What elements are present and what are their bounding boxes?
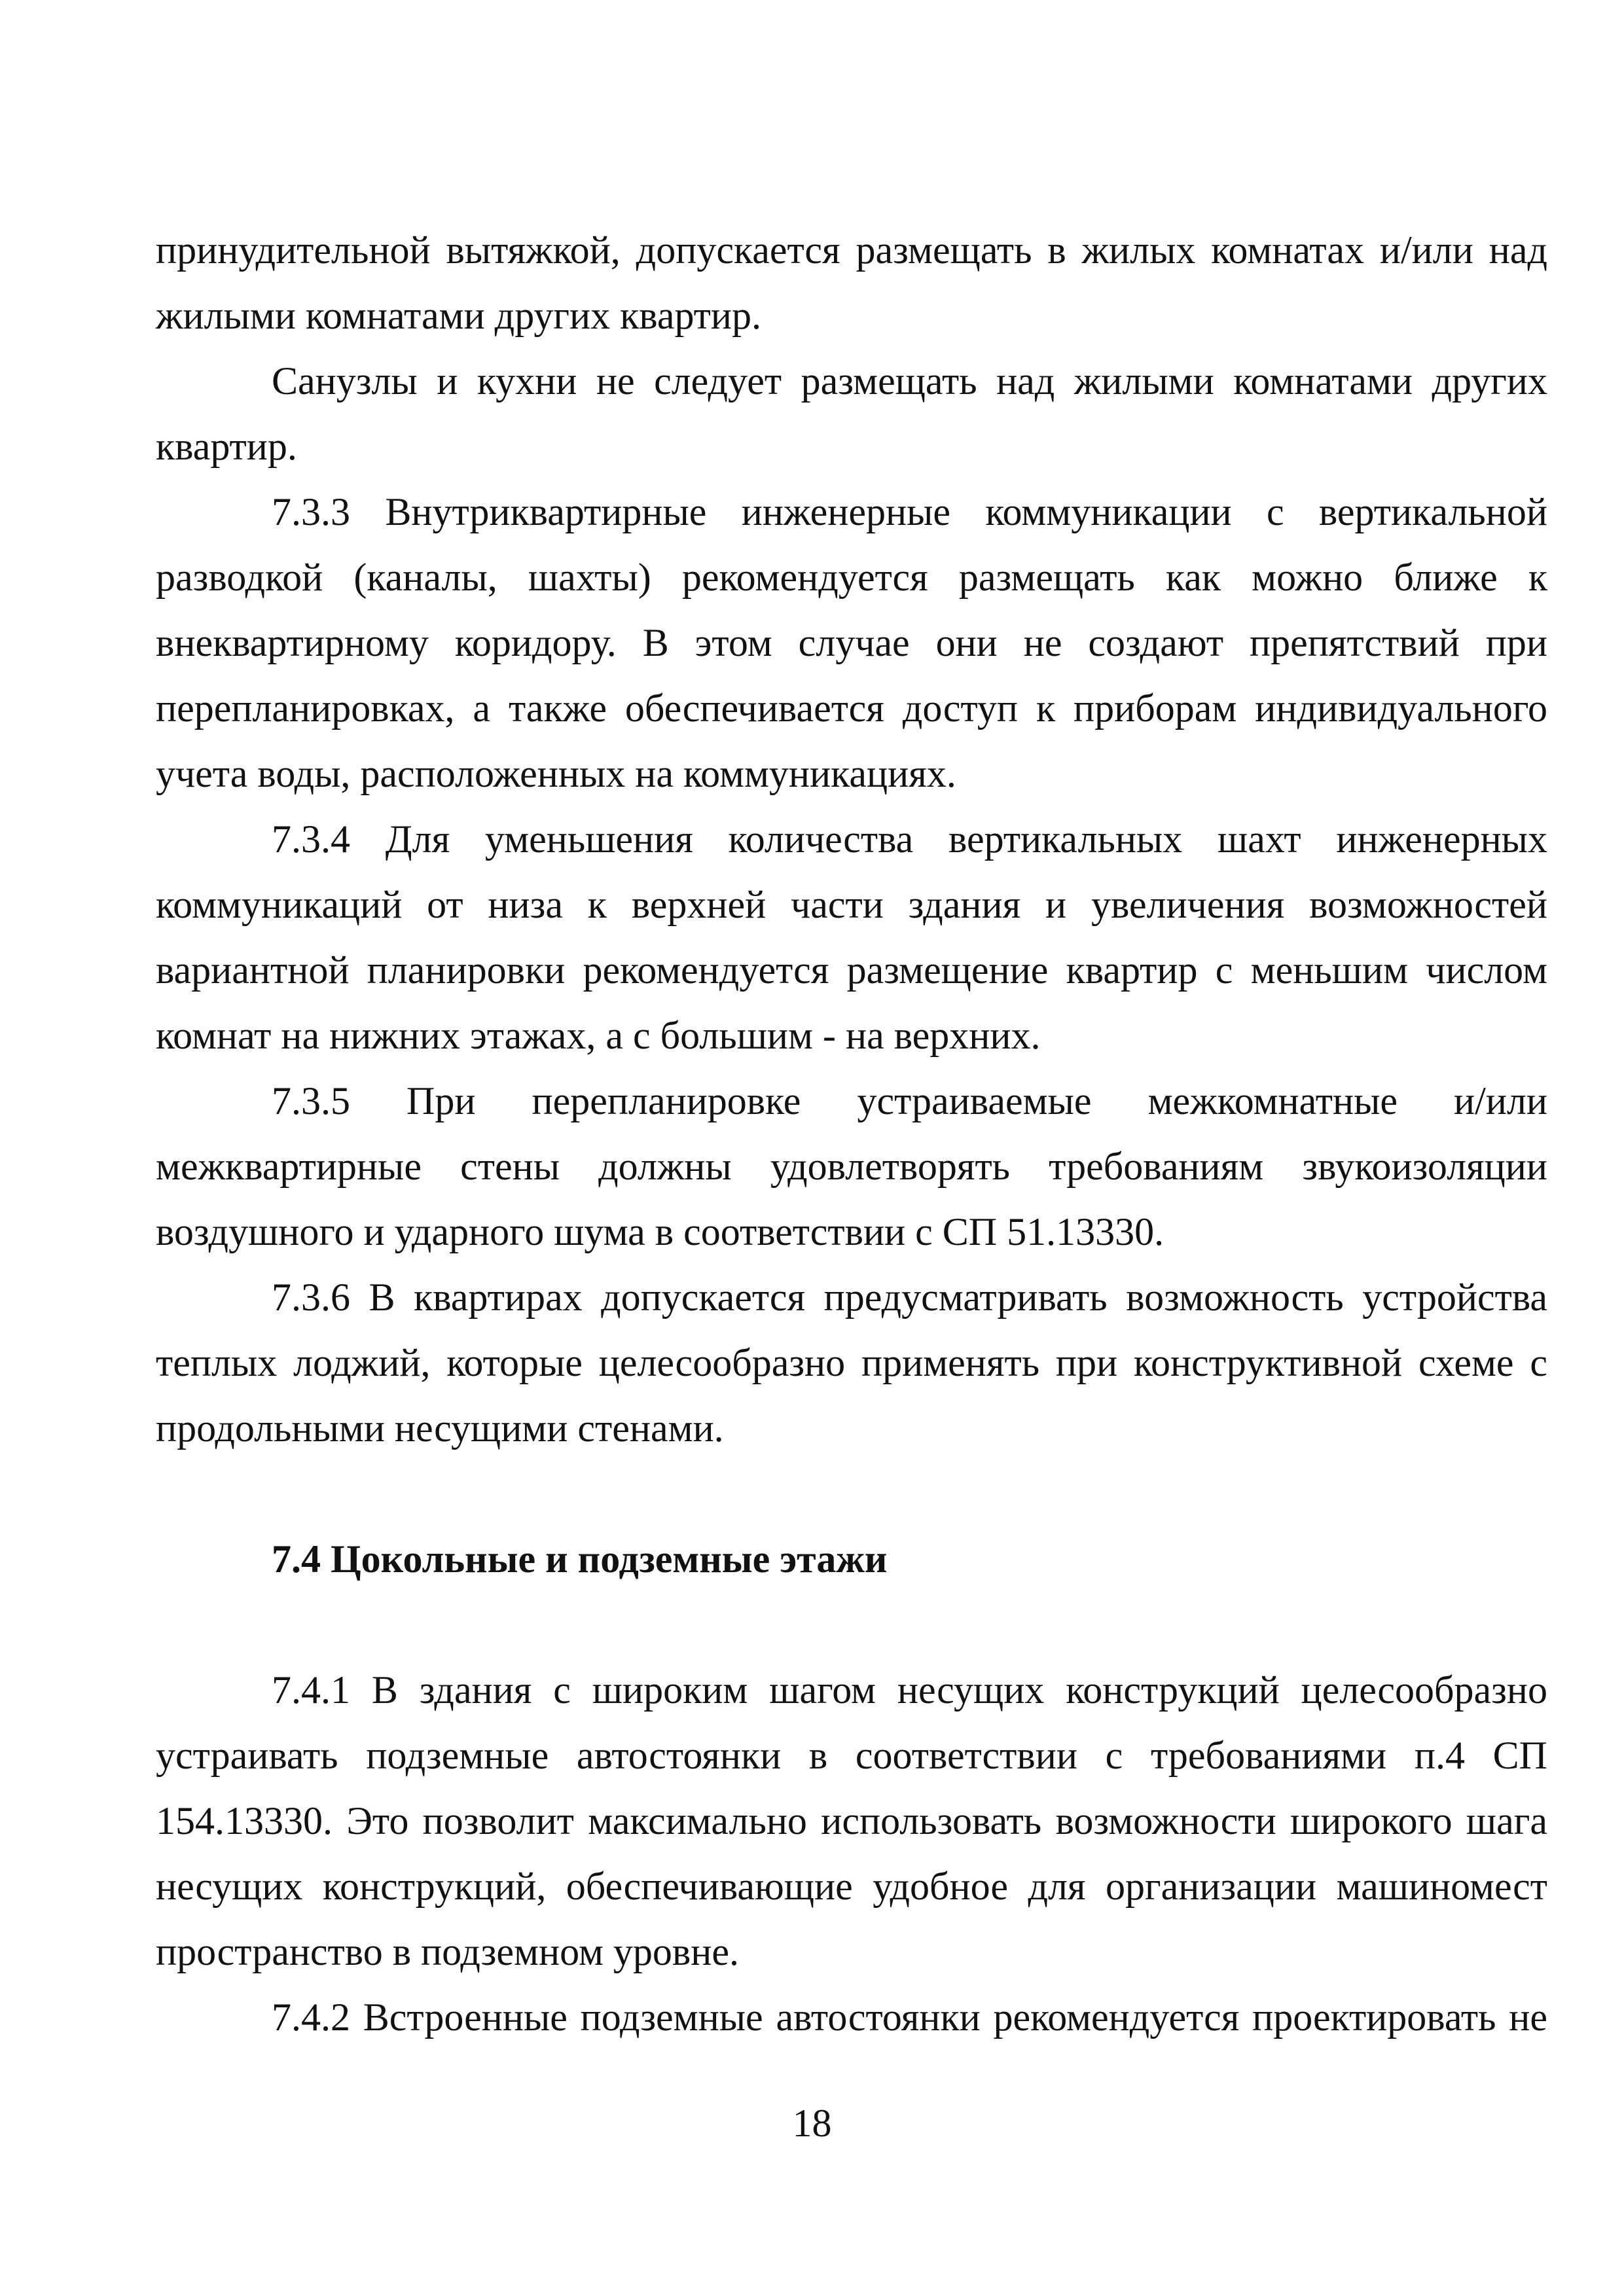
page-content (156, 217, 1547, 2050)
paragraph-7-4-1: 7.4.1 В здания с широким шагом несущих конструкций целесообразно устраивать подземные автостоянки в соответствии с требованиями п.4 СП 154.13330. Это позволит максимально использовать возможности широкого шага несущих конструкций, обеспечивающие удобное для организации машиномест пространство в подземном уровне. (156, 1668, 1547, 1973)
paragraph-continuation: принудительной вытяжкой, допускается размещать в жилых комнатах и/или над жилыми комнатами других квартир. (156, 228, 1547, 337)
paragraph-7-3-4: 7.3.4 Для уменьшения количества вертикальных шахт инженерных коммуникаций от низа к верхней части здания и увеличения возможностей вариантной планировки рекомендуется размещение квартир с меньшим числом комнат на нижних этажах, а с большим - на верхних. (156, 817, 1547, 1057)
paragraph-sanitary: Санузлы и кухни не следует размещать над жилыми комнатами других квартир. (156, 359, 1547, 468)
paragraph-7-3-5: 7.3.5 При перепланировке устраиваемые межкомнатные и/или межквартирные стены должны удовлетворять требованиям звукоизоляции воздушного и ударного шума в соответствии с СП 51.13330. (156, 1079, 1547, 1253)
paragraph-7-4-2: 7.4.2 Встроенные подземные автостоянки рекомендуется проектировать не (272, 1996, 1547, 2039)
page-number: 18 (792, 2102, 832, 2145)
section-heading-7-4: 7.4 Цокольные и подземные этажи (272, 1537, 888, 1581)
paragraph-7-3-3: 7.3.3 Внутриквартирные инженерные коммуникации с вертикальной разводкой (каналы, шахты) рекомендуется размещать как можно ближе к внеквартирному коридору. В этом случае они не создают препятствий при перепланировках, а также обеспечивается доступ к приборам индивидуального учета воды, расположенных на коммуникациях. (156, 490, 1547, 795)
paragraph-7-3-6: 7.3.6 В квартирах допускается предусматривать возможность устройства теплых лоджий, которые целесообразно применять при конструктивной схеме с продольными несущими стенами. (156, 1276, 1547, 1450)
